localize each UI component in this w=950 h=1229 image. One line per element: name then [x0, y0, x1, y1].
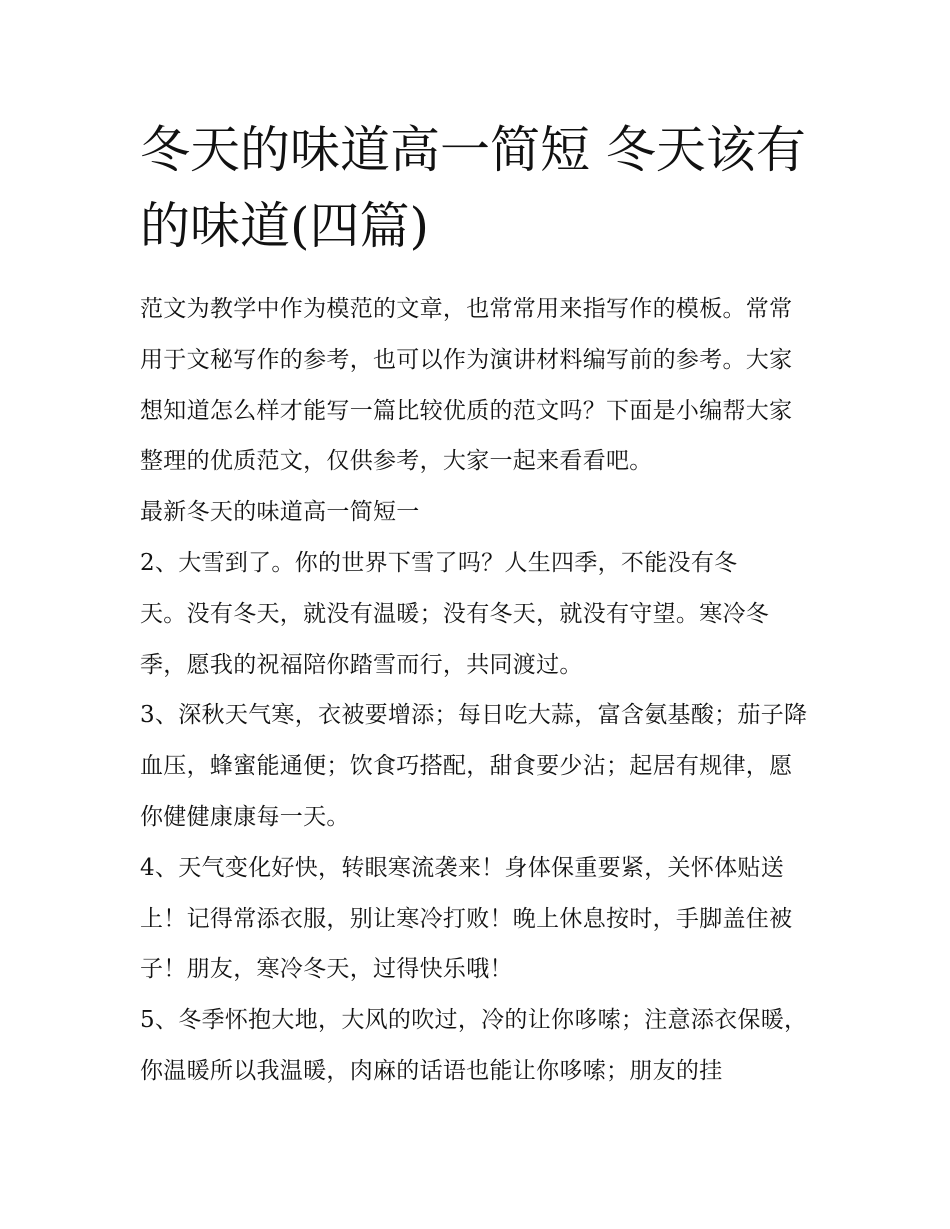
document-content [140, 112, 812, 1097]
document-title: 冬天的味道高一简短 冬天该有的味道(四篇) [140, 121, 806, 255]
list-item-4: 4、天气变化好快，转眼寒流袭来！身体保重要紧，关怀体贴送上！记得常添衣服，别让寒冷打败！晚上休息按时，手脚盖住被子！朋友，寒冷冬天，过得快乐哦！ [140, 854, 793, 983]
intro-paragraph: 范文为教学中作为模范的文章，也常常用来指写作的模板。常常用于文秘写作的参考，也可以作为演讲材料编写前的参考。大家想知道怎么样才能写一篇比较优质的范文吗？下面是小编帮大家整理的优质范文，仅供参考，大家一起来看看吧。 [140, 296, 793, 475]
section-heading: 最新冬天的味道高一简短一 [140, 499, 420, 526]
list-item-3: 3、深秋天气寒，衣被要增添；每日吃大蒜，富含氨基酸；茄子降血压，蜂蜜能通便；饮食巧搭配，甜食要少沾；起居有规律，愿你健健康康每一天。 [140, 702, 808, 830]
list-item-5: 5、冬季怀抱大地，大风的吹过，冷的让你哆嗦；注意添衣保暖，你温暖所以我温暖，肉麻的话语也能让你哆嗦；朋友的挂 [140, 1007, 808, 1084]
list-item-2: 2、大雪到了。你的世界下雪了吗？人生四季，不能没有冬 天。没有冬天，就没有温暖；没有冬天，就没有守望。寒冷冬季，愿我的祝福陪你踏雪而行，共同渡过。 [140, 549, 770, 678]
